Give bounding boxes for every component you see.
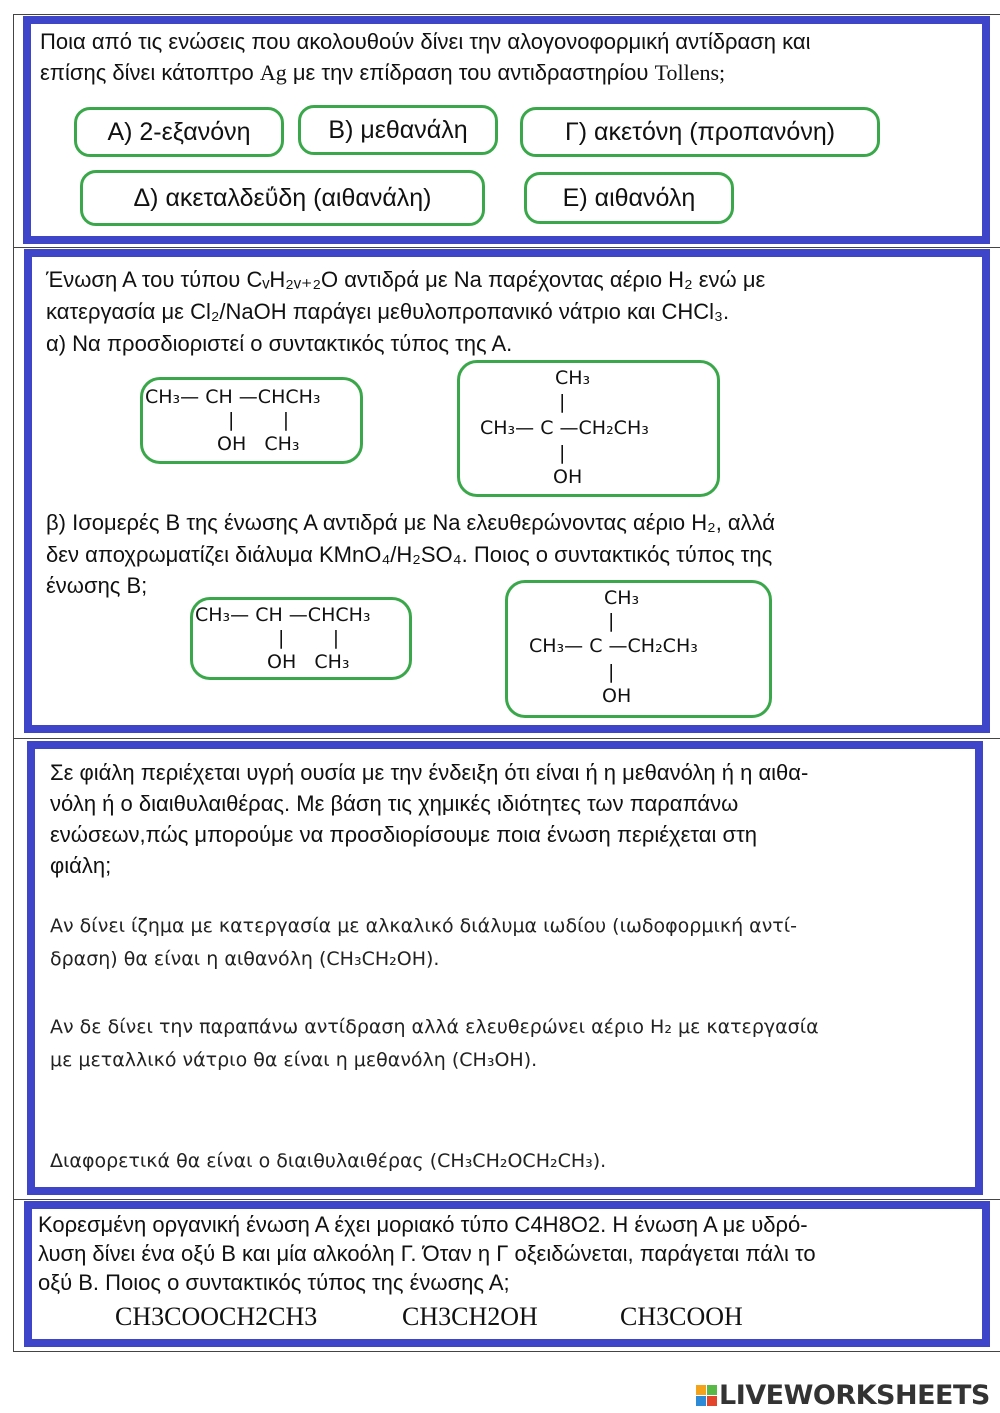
q2-part-b-line2: δεν αποχρωματίζει διάλυμα KMnO₄/H₂SO₄. Ποιος ο συντακτικός τύπος της (46, 542, 773, 567)
q1-text-line2 (40, 57, 725, 88)
logo-mark-i (707, 1385, 717, 1395)
q3-answer-1 (50, 910, 797, 976)
answer-line: με μεταλλικό νάτριο θα είναι η μεθανόλη (CH₃OH). (50, 1049, 538, 1071)
q1-tollens: Tollens; (654, 60, 726, 85)
logo-mark-icon (696, 1385, 717, 1406)
liveworksheets-logo (696, 1380, 990, 1411)
formula-b1-main: CH₃— CH —CHCH₃ (195, 604, 371, 626)
formula-b2-main: CH₃— C —CH₂CH₃ (529, 635, 698, 657)
q3-question (50, 757, 808, 881)
q1-text: με την επίδραση του αντιδραστηρίου (286, 60, 655, 85)
answer-line: δραση) θα είναι η αιθανόλη (CH₃CH₂OH). (50, 948, 440, 970)
option-a[interactable]: Α) 2-εξανόνη (74, 107, 284, 157)
answer-line: Αν δίνει ίζημα με κατεργασία με αλκαλικό διάλυμα ιωδίου (ιωδοφορμική αντί- (50, 915, 798, 937)
option-d[interactable]: Δ) ακεταλδεΰδη (αιθανάλη) (80, 170, 485, 226)
formula-a2-main: CH₃— C —CH₂CH₃ (480, 417, 649, 439)
q1-text: επίσης δίνει κάτοπτρο (40, 60, 260, 85)
q2-part-a: α) Να προσδιοριστεί ο συντακτικός τύπος της Α. (46, 331, 513, 356)
formula-a1-bottom: OH CH₃ (217, 433, 300, 455)
option-b[interactable]: Β) μεθανάλη (298, 105, 498, 155)
formula-b2-bar: | (608, 661, 615, 683)
q4-answer-3: CH3COOH (620, 1302, 743, 1331)
q4-line: λυση δίνει ένα οξύ Β και μία αλκοόλη Γ. Όταν η Γ οξειδώνεται, παράγεται πάλι το (38, 1241, 816, 1266)
q3-answer-2 (50, 1011, 819, 1077)
q4-line: Κορεσμένη οργανική ένωση Α έχει μοριακό τύπο C4H8O2. Η ένωση Α με υδρό- (38, 1212, 808, 1237)
q4-line: οξύ Β. Ποιος ο συντακτικός τύπος της ένωσης Α; (38, 1270, 510, 1295)
formula-a2-top: CH₃ (555, 367, 591, 389)
answer-line: Αν δε δίνει την παραπάνω αντίδραση αλλά ελευθερώνει αέριο H₂ με κατεργασία (50, 1016, 819, 1038)
option-c[interactable]: Γ) ακετόνη (προπανόνη) (520, 107, 880, 157)
formula-b2-bottom: OH (602, 685, 632, 707)
formula-b2-top: CH₃ (604, 587, 640, 609)
formula-a2-bottom: OH (553, 466, 583, 488)
logo-mark-v (696, 1396, 706, 1406)
q2-text-line1: Ένωση Α του τύπου CᵥH₂ᵥ₊₂O αντιδρά με Na παρέχοντας αέριο H₂ ενώ με (46, 267, 766, 292)
q4-answer-1: CH3COOCH2CH3 (115, 1302, 318, 1331)
q3-line: Σε φιάλη περιέχεται υγρή ουσία με την ένδειξη ότι είναι ή η μεθανόλη ή η αιθα- (50, 760, 809, 785)
q2-text-line2: κατεργασία με Cl₂/NaOH παράγει μεθυλοπροπανικό νάτριο και CHCl₃. (46, 299, 730, 324)
logo-mark-l (696, 1385, 706, 1395)
q3-answer-3: Διαφορετικά θα είναι ο διαιθυλαιθέρας (CH₃CH₂OCH₂CH₃). (50, 1150, 607, 1172)
q3-line: φιάλη; (50, 853, 112, 878)
q1-ag: Ag (259, 60, 287, 85)
formula-b1-bottom: OH CH₃ (267, 651, 350, 673)
formula-a2-bar: | (559, 442, 566, 464)
formula-a1-main: CH₃— CH —CHCH₃ (145, 386, 321, 408)
q2-part-b-line1: β) Ισομερές Β της ένωσης Α αντιδρά με Na ελευθερώνοντας αέριο H₂, αλλά (46, 510, 776, 535)
option-e[interactable]: Ε) αιθανόλη (524, 172, 734, 224)
q4-question (38, 1210, 816, 1297)
formula-b1-bars: | | (278, 627, 340, 649)
formula-b2-bar: | (608, 610, 615, 632)
q4-answer-2: CH3CH2OH (402, 1302, 538, 1331)
logo-text: LIVEWORKSHEETS (719, 1380, 990, 1411)
q3-line: νόλη ή ο διαιθυλαιθέρας. Με βάση τις χημικές ιδιότητες των παραπάνω (50, 791, 739, 816)
formula-a2-bar: | (559, 391, 566, 413)
q2-part-b-line3: ένωσης Β; (46, 573, 148, 598)
formula-a1-bars: | | (228, 409, 290, 431)
q3-line: ενώσεων,πώς μπορούμε να προσδιορίσουμε ποια ένωση περιέχεται στη (50, 822, 758, 847)
q1-text-line1: Ποια από τις ενώσεις που ακολουθούν δίνει την αλογονοφορμική αντίδραση και (40, 29, 811, 54)
logo-mark-e (707, 1396, 717, 1406)
